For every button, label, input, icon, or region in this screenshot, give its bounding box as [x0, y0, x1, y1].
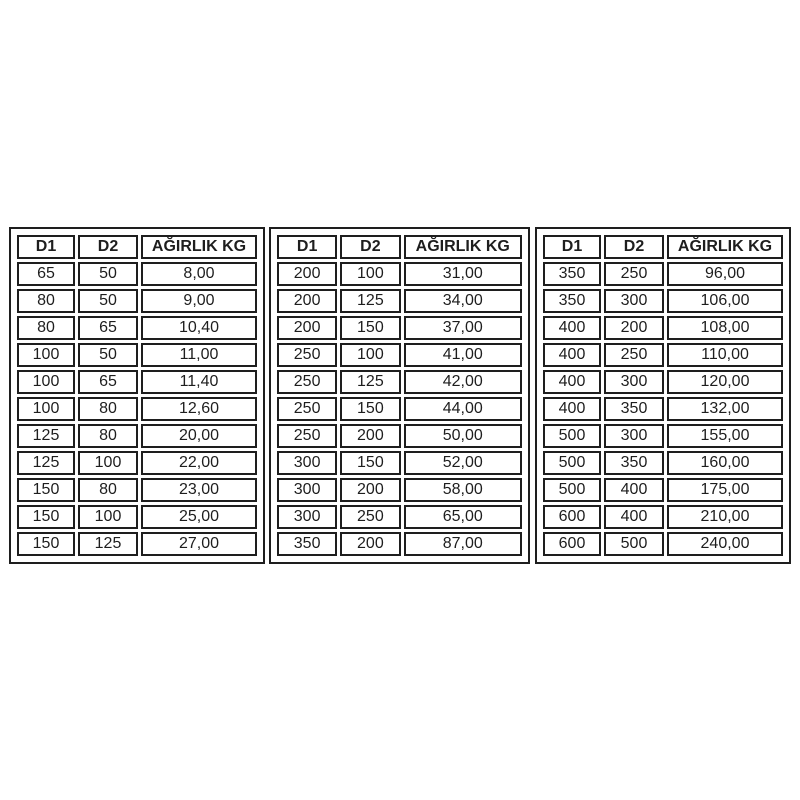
cell-d2: 200 [340, 532, 400, 556]
cell-d2: 200 [340, 424, 400, 448]
cell-weight: 160,00 [667, 451, 783, 475]
cell-d2: 350 [604, 397, 664, 421]
cell-d1: 600 [543, 532, 601, 556]
table-row [543, 478, 783, 502]
header-weight: AĞIRLIK KG [141, 235, 257, 259]
header-d2: D2 [78, 235, 138, 259]
cell-weight: 31,00 [404, 262, 523, 286]
table-row [17, 262, 257, 286]
table-row [543, 289, 783, 313]
cell-d1: 150 [17, 505, 75, 529]
cell-d2: 200 [340, 478, 400, 502]
cell-d1: 100 [17, 343, 75, 367]
table-row [17, 316, 257, 340]
table-row [277, 316, 522, 340]
cell-weight: 120,00 [667, 370, 783, 394]
header-row [277, 235, 522, 259]
cell-d1: 500 [543, 451, 601, 475]
header-d1: D1 [543, 235, 601, 259]
cell-d2: 250 [604, 262, 664, 286]
cell-d2: 50 [78, 262, 138, 286]
table-row [543, 262, 783, 286]
table-row [17, 505, 257, 529]
cell-d1: 400 [543, 370, 601, 394]
cell-d2: 300 [604, 370, 664, 394]
table [14, 232, 260, 559]
cell-weight: 96,00 [667, 262, 783, 286]
table-row [277, 397, 522, 421]
table-row [277, 451, 522, 475]
cell-weight: 175,00 [667, 478, 783, 502]
weight-table-2 [269, 227, 530, 564]
cell-weight: 41,00 [404, 343, 523, 367]
cell-d1: 125 [17, 424, 75, 448]
cell-d2: 100 [78, 505, 138, 529]
cell-d2: 150 [340, 451, 400, 475]
cell-d1: 300 [277, 451, 337, 475]
cell-d1: 250 [277, 424, 337, 448]
header-d2: D2 [604, 235, 664, 259]
cell-weight: 20,00 [141, 424, 257, 448]
cell-d2: 150 [340, 316, 400, 340]
cell-d2: 200 [604, 316, 664, 340]
cell-d2: 50 [78, 289, 138, 313]
cell-weight: 132,00 [667, 397, 783, 421]
cell-d2: 80 [78, 424, 138, 448]
cell-d1: 200 [277, 289, 337, 313]
cell-d2: 300 [604, 424, 664, 448]
table-row [17, 424, 257, 448]
cell-d1: 350 [543, 289, 601, 313]
table-row [17, 370, 257, 394]
cell-d2: 100 [78, 451, 138, 475]
cell-weight: 108,00 [667, 316, 783, 340]
cell-d1: 250 [277, 370, 337, 394]
cell-d1: 150 [17, 478, 75, 502]
cell-d1: 100 [17, 397, 75, 421]
cell-d1: 250 [277, 343, 337, 367]
header-row [543, 235, 783, 259]
table [274, 232, 525, 559]
cell-weight: 11,40 [141, 370, 257, 394]
header-d1: D1 [17, 235, 75, 259]
cell-d1: 350 [277, 532, 337, 556]
table-row [277, 343, 522, 367]
cell-d1: 300 [277, 478, 337, 502]
cell-d1: 350 [543, 262, 601, 286]
cell-d2: 150 [340, 397, 400, 421]
cell-weight: 10,40 [141, 316, 257, 340]
table-row [277, 424, 522, 448]
cell-weight: 110,00 [667, 343, 783, 367]
table-row [543, 505, 783, 529]
table-row [543, 451, 783, 475]
cell-d1: 80 [17, 289, 75, 313]
cell-d2: 500 [604, 532, 664, 556]
cell-d2: 100 [340, 343, 400, 367]
cell-d1: 200 [277, 316, 337, 340]
cell-d1: 65 [17, 262, 75, 286]
cell-d1: 400 [543, 397, 601, 421]
cell-weight: 58,00 [404, 478, 523, 502]
cell-d1: 500 [543, 424, 601, 448]
table-row [543, 397, 783, 421]
cell-weight: 87,00 [404, 532, 523, 556]
cell-d2: 250 [340, 505, 400, 529]
cell-d2: 80 [78, 397, 138, 421]
table-row [543, 532, 783, 556]
cell-weight: 22,00 [141, 451, 257, 475]
cell-weight: 210,00 [667, 505, 783, 529]
table-row [277, 505, 522, 529]
cell-weight: 23,00 [141, 478, 257, 502]
cell-weight: 240,00 [667, 532, 783, 556]
cell-d2: 400 [604, 478, 664, 502]
table-row [17, 289, 257, 313]
cell-weight: 8,00 [141, 262, 257, 286]
cell-weight: 27,00 [141, 532, 257, 556]
cell-d1: 300 [277, 505, 337, 529]
cell-d1: 600 [543, 505, 601, 529]
cell-weight: 44,00 [404, 397, 523, 421]
cell-d2: 125 [340, 370, 400, 394]
cell-d2: 100 [340, 262, 400, 286]
cell-d2: 125 [78, 532, 138, 556]
cell-d2: 400 [604, 505, 664, 529]
cell-d1: 250 [277, 397, 337, 421]
header-row [17, 235, 257, 259]
cell-weight: 50,00 [404, 424, 523, 448]
cell-d1: 500 [543, 478, 601, 502]
table-row [17, 451, 257, 475]
weight-table-3 [535, 227, 791, 564]
header-d1: D1 [277, 235, 337, 259]
cell-d2: 350 [604, 451, 664, 475]
cell-d2: 300 [604, 289, 664, 313]
cell-d1: 200 [277, 262, 337, 286]
table-row [277, 289, 522, 313]
table-row [277, 370, 522, 394]
header-d2: D2 [340, 235, 400, 259]
table-row [17, 397, 257, 421]
cell-weight: 9,00 [141, 289, 257, 313]
table-row [277, 478, 522, 502]
table-row [277, 532, 522, 556]
cell-d1: 150 [17, 532, 75, 556]
cell-weight: 155,00 [667, 424, 783, 448]
cell-d1: 400 [543, 343, 601, 367]
cell-weight: 52,00 [404, 451, 523, 475]
cell-d2: 250 [604, 343, 664, 367]
table-row [543, 343, 783, 367]
cell-d1: 400 [543, 316, 601, 340]
cell-weight: 11,00 [141, 343, 257, 367]
table-row [277, 262, 522, 286]
header-weight: AĞIRLIK KG [404, 235, 523, 259]
cell-d1: 100 [17, 370, 75, 394]
table-row [543, 370, 783, 394]
cell-d2: 125 [340, 289, 400, 313]
cell-weight: 12,60 [141, 397, 257, 421]
cell-weight: 106,00 [667, 289, 783, 313]
cell-d2: 50 [78, 343, 138, 367]
cell-d1: 125 [17, 451, 75, 475]
table-row [17, 343, 257, 367]
cell-d2: 65 [78, 370, 138, 394]
cell-weight: 65,00 [404, 505, 523, 529]
cell-weight: 25,00 [141, 505, 257, 529]
cell-weight: 34,00 [404, 289, 523, 313]
weight-table-1 [9, 227, 265, 564]
table-row [543, 316, 783, 340]
table [540, 232, 786, 559]
table-row [17, 532, 257, 556]
table-row [543, 424, 783, 448]
cell-d1: 80 [17, 316, 75, 340]
cell-d2: 65 [78, 316, 138, 340]
cell-weight: 37,00 [404, 316, 523, 340]
cell-weight: 42,00 [404, 370, 523, 394]
cell-d2: 80 [78, 478, 138, 502]
table-row [17, 478, 257, 502]
header-weight: AĞIRLIK KG [667, 235, 783, 259]
